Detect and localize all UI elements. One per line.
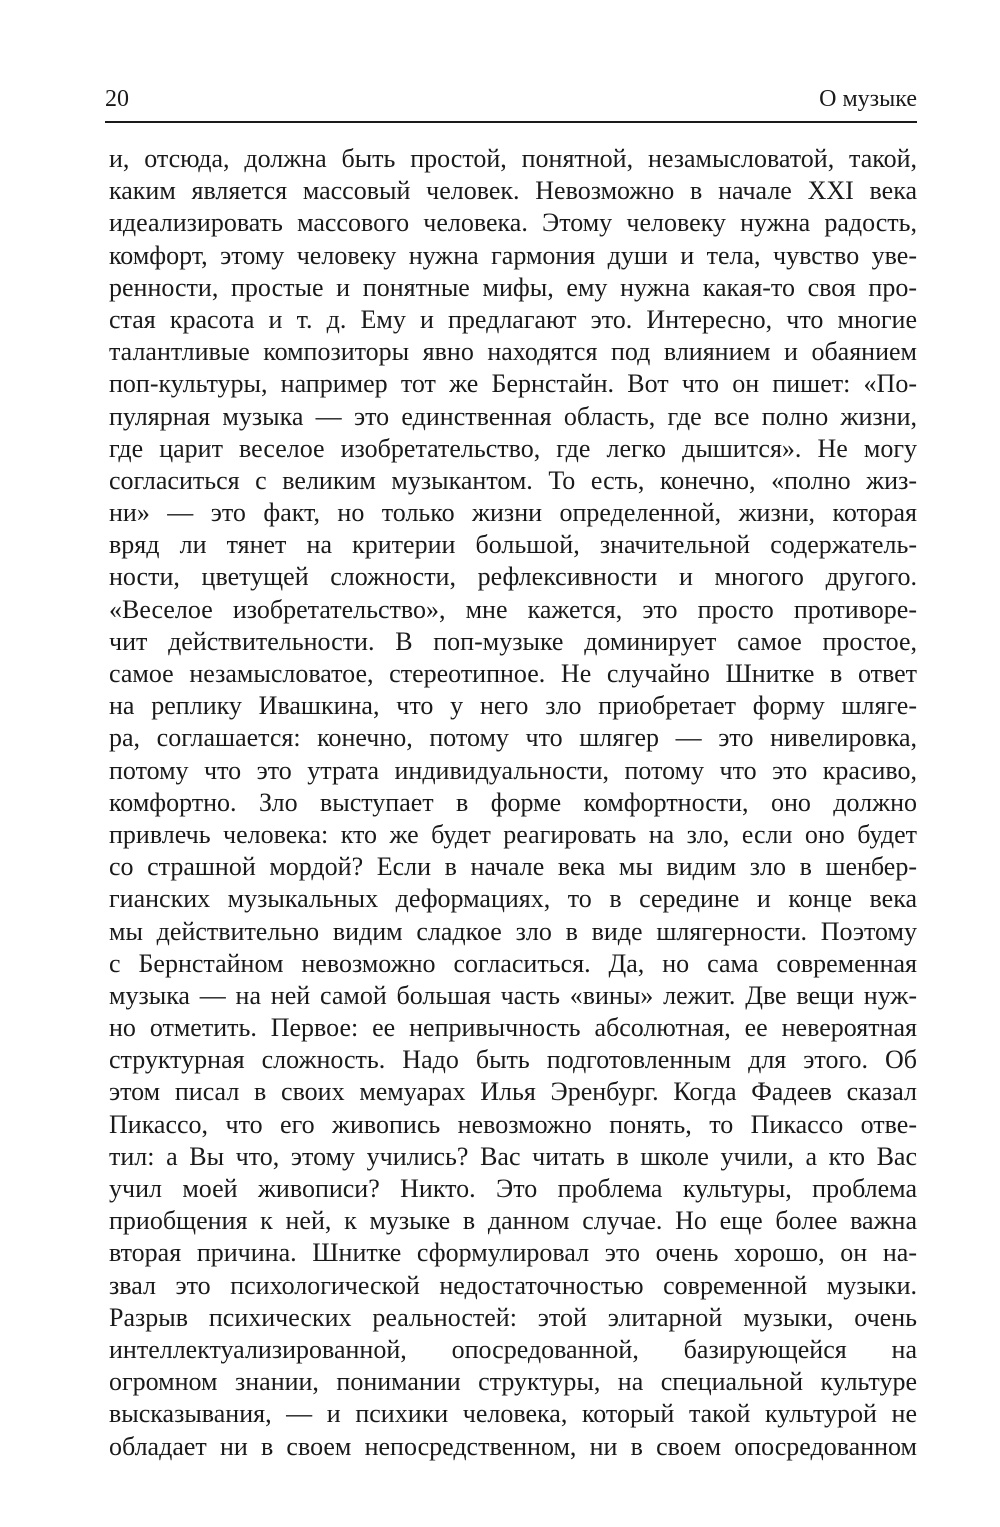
running-title: О музыке — [819, 86, 917, 112]
text-line: каким является массовый человек. Невозможно в начале XXI века — [109, 176, 917, 206]
text-line: «Веселое изобретательство», мне кажется, это просто противоре- — [109, 594, 917, 624]
text-line: с Бернстайном невозможно согласиться. Да, но сама современная — [109, 948, 917, 978]
text-line: чит действительности. В поп-музыке доминирует самое простое, — [109, 626, 917, 656]
text-line: согласиться с великим музыкантом. То есть, конечно, «полно жиз- — [109, 465, 917, 495]
text-line: где царит веселое изобретательство, где легко дышится». Не могу — [109, 433, 917, 463]
text-line: обладает ни в своем непосредственном, ни в своем опосредованном — [109, 1431, 917, 1461]
text-line: вторая причина. Шнитке сформулировал это очень хорошо, он на- — [109, 1238, 917, 1268]
text-line: структурная сложность. Надо быть подготовленным для этого. Об — [109, 1045, 917, 1075]
text-line: музыка — на ней самой большая часть «вины» лежит. Две вещи нуж- — [109, 980, 917, 1010]
text-line: учил моей живописи? Никто. Это проблема культуры, проблема — [109, 1174, 917, 1203]
text-line: и, отсюда, должна быть простой, понятной, незамысловатой, такой, — [109, 144, 917, 173]
text-line: Пикассо, что его живопись невозможно понять, то Пикассо отве- — [109, 1109, 917, 1139]
header-rule — [105, 121, 917, 123]
text-line: потому что это утрата индивидуальности, потому что это красиво, — [109, 755, 917, 785]
text-line: высказывания, — и психики человека, который такой культурой не — [109, 1399, 917, 1429]
running-head — [105, 84, 917, 114]
text-line: со страшной мордой? Если в начале века мы видим зло в шенбер- — [109, 852, 917, 882]
text-line: на реплику Ивашкина, что у него зло приобретает форму шляге- — [109, 691, 917, 721]
text-line: ности, цветущей сложности, рефлексивности и многого другого. — [109, 562, 917, 592]
text-line: стая красота и т. д. Ему и предлагают это. Интересно, что многие — [109, 304, 917, 334]
text-line: приобщения к ней, к музыке в данном случае. Но еще более важна — [109, 1206, 917, 1236]
text-line: поп-культуры, например тот же Бернстайн. Вот что он пишет: «По- — [109, 369, 917, 399]
text-line: Разрыв психических реальностей: этой элитарной музыки, очень — [109, 1302, 917, 1332]
text-line: этом писал в своих мемуарах Илья Эренбург. Когда Фадеев сказал — [109, 1077, 917, 1107]
body-paragraph — [109, 143, 917, 1463]
text-line: вряд ли тянет на критерии большой, значительной содержатель- — [109, 530, 917, 560]
text-line: гианских музыкальных деформациях, то в середине и конце века — [109, 884, 917, 914]
page-number: 20 — [105, 86, 129, 112]
text-line: ренности, простые и понятные мифы, ему нужна какая-то своя про- — [109, 272, 917, 302]
text-line: огромном знании, понимании структуры, на специальной культуре — [109, 1367, 917, 1397]
text-line: ра, соглашается: конечно, потому что шлягер — это нивелировка, — [109, 723, 917, 753]
text-line: самое незамысловатое, стереотипное. Не случайно Шнитке в ответ — [109, 659, 917, 688]
text-line: мы действительно видим сладкое зло в виде шлягерности. Поэтому — [109, 916, 917, 946]
text-line: комфортно. Зло выступает в форме комфортности, оно должно — [109, 787, 917, 817]
text-line: талантливые композиторы явно находятся под влиянием и обаянием — [109, 337, 917, 367]
text-line: интеллектуализированной, опосредованной, базирующейся на — [109, 1334, 917, 1364]
text-line: звал это психологической недостаточностью современной музыки. — [109, 1270, 917, 1300]
text-line: тил: а Вы что, этому учились? Вас читать в школе учили, а кто Вас — [109, 1141, 917, 1171]
text-line: привлечь человека: кто же будет реагировать на зло, если оно будет — [109, 819, 917, 849]
text-line: пулярная музыка — это единственная область, где все полно жизни, — [109, 401, 917, 431]
text-line: идеализировать массового человека. Этому человеку нужна радость, — [109, 208, 917, 238]
text-line: ни» — это факт, но только жизни определенной, жизни, которая — [109, 498, 917, 528]
text-line: но отметить. Первое: ее непривычность абсолютная, ее невероятная — [109, 1013, 917, 1043]
text-line: комфорт, этому человеку нужна гармония души и тела, чувство уве- — [109, 240, 917, 270]
